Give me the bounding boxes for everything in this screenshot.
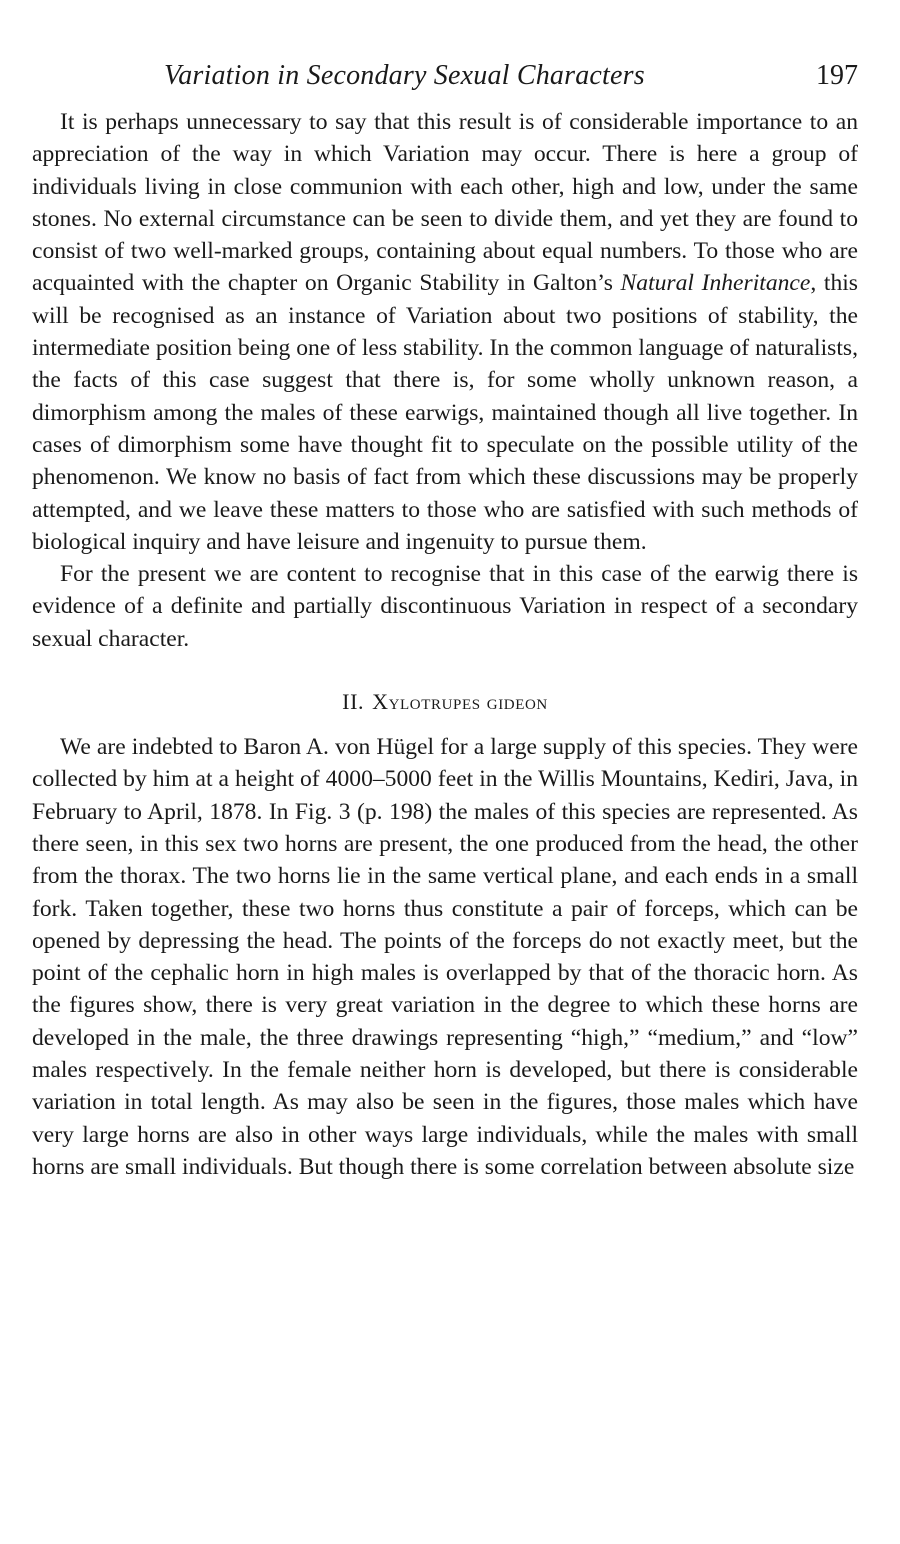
book-title: Natural Inheritance [620, 270, 811, 297]
page-number: 197 [816, 60, 858, 91]
section-heading [32, 687, 858, 717]
paragraph-2: For the present we are content to recognise that in this case of the earwig there is evidence of a definite and partially discontinuous Variation in respect of a secondary sexual character. [32, 561, 858, 652]
paragraph-1-part-1: It is perhaps unnecessary to say that this result is of considerable importance to an appreciation of the way in which Variation may occur. There is here a group of individuals living in close communion with each other, high and low, under the same stones. No external circumstance can be seen to divide them, and yet they are found to consist of two well-marked groups, containing about equal numbers. To those who are acquainted with the chapter on Organic Stability in Galton’s [32, 109, 858, 297]
section-title: Xylotrupes gideon [372, 689, 548, 715]
paragraph-3: We are indebted to Baron A. von Hügel for a large supply of this species. They were collected by him at a height of 4000–5000 feet in the Willis Mountains, Kediri, Java, in February to April, 1878. In Fig. 3 (p. 198) the males of this species are represented. As there seen, in this sex two horns are present, the one produced from the head, the other from the thorax. The two horns lie in the same vertical plane, and each ends in a small fork. Taken together, these two horns thus constitute a pair of forceps, which can be opened by depressing the head. The points of the forceps do not exactly meet, but the point of the cephalic horn in high males is overlapped by that of the thoracic horn. As the figures show, there is very great variation in the degree to which these horns are developed in the male, the three drawings representing “high,” “medium,” and “low” males respectively. In the female neither horn is developed, but there is considerable variation in total length. As may also be seen in the figures, those males which have very large horns are also in other ways large individuals, while the males with small horns are small individuals. But though there is some correlation between absolute size [32, 734, 858, 1180]
running-title: Variation in Secondary Sexual Characters [164, 60, 645, 91]
paragraph-1 [32, 106, 858, 558]
paragraph-1-part-2: , this will be recognised as an instance of Variation about two positions of stability, the intermediate position being one of less stability. In the common language of naturalists, the facts of this case suggest that there is, for some wholly unknown reason, a dimorphism among the males of these earwigs, maintained though all live together. In cases of dimorphism some have thought fit to speculate on the possible utility of the phenomenon. We know no basis of fact from which these discussions may be properly attempted, and we leave these matters to those who are satisfied with such methods of biological inquiry and have leisure and ingenuity to pursue them. [32, 270, 858, 555]
running-head [32, 60, 858, 106]
body-text [32, 106, 858, 1183]
section-number: II. [342, 689, 365, 715]
page [32, 60, 858, 1183]
